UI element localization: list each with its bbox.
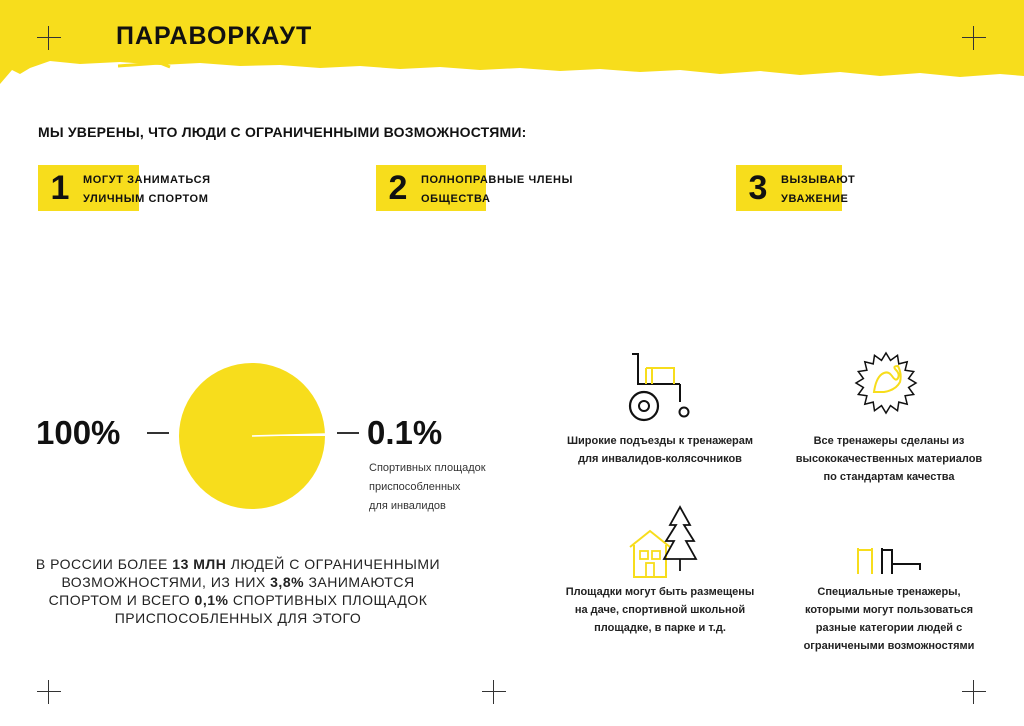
pie-annotation <box>369 459 486 516</box>
crop-mark-top-right <box>962 26 986 50</box>
belief-number: 2 <box>388 169 408 207</box>
belief-line: УЛИЧНЫМ СПОРТОМ <box>83 193 209 205</box>
page-title: ПАРАВОРКАУТ <box>116 22 313 50</box>
belief-item-3 <box>736 165 866 211</box>
belief-text <box>421 171 573 209</box>
belief-line: ОБЩЕСТВА <box>421 193 491 205</box>
feature-line: которыми могут пользоваться <box>805 604 973 616</box>
stat-highlight: 3,8% <box>270 574 305 590</box>
crop-mark-bottom-right <box>962 680 986 704</box>
pie-annotation-line: приспособленных <box>369 481 461 493</box>
feature-line: по стандартам качества <box>823 471 955 483</box>
belief-line: МОГУТ ЗАНИМАТЬСЯ <box>83 174 211 186</box>
belief-text <box>83 171 211 209</box>
belief-item-1 <box>38 165 218 211</box>
workout-bars-icon <box>854 540 924 576</box>
crop-mark-bottom-center <box>482 680 506 704</box>
feature-line: разные категории людей с <box>815 622 963 634</box>
beliefs-headline: МЫ УВЕРЕНЫ, ЧТО ЛЮДИ С ОГРАНИЧЕННЫМИ ВОЗМОЖНОСТЯМИ: <box>38 124 527 140</box>
feature-caption-location <box>555 583 765 637</box>
stat-text: ЗАНИМАЮТСЯ СПОРТОМ И ВСЕГО <box>48 574 415 608</box>
stat-text: ЛЮДЕЙ С ОГРАНИЧЕННЫМИ ВОЗМОЖНОСТЯМИ, ИЗ НИХ <box>61 556 441 590</box>
feature-line: ограничеными возможностями <box>803 640 975 652</box>
stat-highlight: 13 МЛН <box>172 556 227 572</box>
feature-line: Все тренажеры сделаны из <box>813 435 965 447</box>
crop-mark-bottom-left <box>37 680 61 704</box>
belief-number: 3 <box>748 169 768 207</box>
crop-mark-top-left <box>37 26 61 50</box>
pie-annotation-line: Спортивных площадок <box>369 462 486 474</box>
pie-label-dash-left <box>147 432 169 434</box>
feature-line: площадке, в парке и т.д. <box>594 622 726 634</box>
feature-caption-equipment <box>784 583 994 655</box>
feature-line: Широкие подъезды к тренажерам <box>566 435 754 447</box>
feature-line: на даче, спортивной школьной <box>574 604 746 616</box>
belief-item-2 <box>376 165 576 211</box>
feature-caption-quality <box>784 432 994 486</box>
stat-text: В РОССИИ БОЛЕЕ <box>35 556 173 572</box>
house-and-tree-icon <box>628 505 704 581</box>
wheelchair-icon <box>622 352 692 422</box>
feature-line: высококачественных материалов <box>795 453 983 465</box>
belief-number: 1 <box>50 169 70 207</box>
belief-text <box>781 171 855 209</box>
belief-line: ПОЛНОПРАВНЫЕ ЧЛЕНЫ <box>421 174 573 186</box>
pie-label-total: 100% <box>36 414 121 451</box>
stat-text: СПОРТИВНЫХ ПЛОЩАДОК ПРИСПОСОБЛЕННЫХ ДЛЯ ЭТОГО <box>114 592 428 626</box>
pie-annotation-line: для инвалидов <box>369 500 446 512</box>
pie-label-small: 0.1% <box>367 414 443 451</box>
pie-chart <box>178 362 326 510</box>
stat-highlight: 0,1% <box>194 592 229 608</box>
feature-line: Специальные тренажеры, <box>817 586 961 598</box>
russia-statistics-text <box>26 555 450 627</box>
belief-line: ВЫЗЫВАЮТ <box>781 174 856 186</box>
feature-line: Площадки могут быть размещены <box>565 586 755 598</box>
pie-label-dash-right <box>337 432 359 434</box>
feature-line: для инвалидов-колясочников <box>578 453 742 465</box>
feature-caption-wheelchair <box>560 432 760 468</box>
quality-badge-icon <box>854 348 918 418</box>
belief-line: УВАЖЕНИЕ <box>781 193 849 205</box>
